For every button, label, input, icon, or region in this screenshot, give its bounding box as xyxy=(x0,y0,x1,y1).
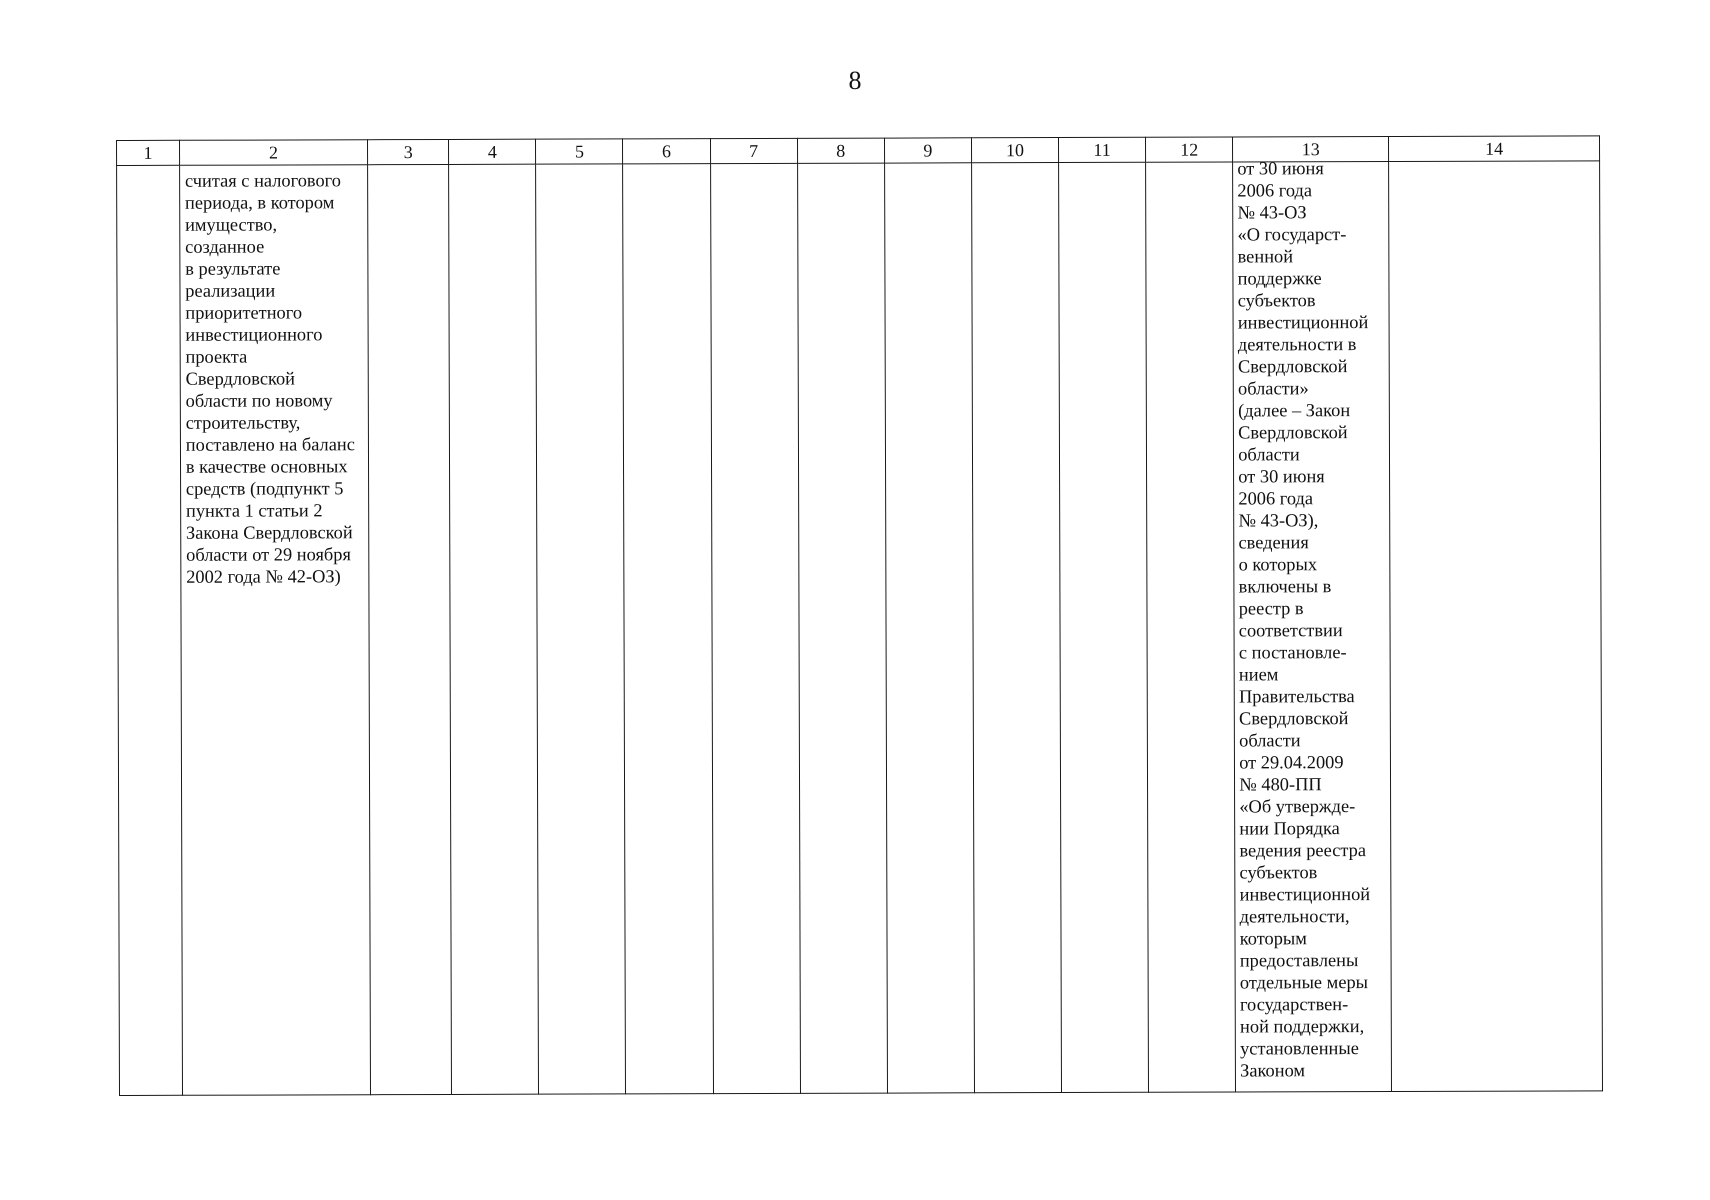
column-header-7: 7 xyxy=(710,138,797,163)
cell-text-col-5 xyxy=(536,164,622,168)
table-container xyxy=(116,135,1603,1096)
column-header-14: 14 xyxy=(1389,136,1600,162)
cell-col-10 xyxy=(971,163,1061,1093)
column-header-10: 10 xyxy=(971,138,1058,163)
cell-text-col-2: считая с налогового периода, в котором имущество, созданное в результате реализации приоритетного инвестиционного проекта Свердловской области по новому строительству, поставлено на баланс в качестве основных средств (подпункт 5 пункта 1 статьи 2 Закона Свердловской области от 29 ноября 2002 года № 42-ОЗ) xyxy=(184,170,355,587)
column-header-6: 6 xyxy=(623,139,710,164)
column-header-8: 8 xyxy=(797,138,884,163)
cell-col-12 xyxy=(1146,162,1236,1092)
column-header-2: 2 xyxy=(179,140,367,166)
column-header-12: 12 xyxy=(1146,137,1233,162)
cell-text-col-7 xyxy=(711,164,797,168)
column-header-1: 1 xyxy=(117,140,180,165)
cell-text-col-6 xyxy=(624,164,710,168)
cell-col-7 xyxy=(710,163,800,1093)
cell-col-1 xyxy=(117,165,183,1095)
cell-col-11 xyxy=(1059,162,1149,1092)
cell-col-9 xyxy=(884,163,974,1093)
cell-col-4 xyxy=(449,164,539,1094)
column-header-4: 4 xyxy=(449,139,536,164)
cell-text-col-9 xyxy=(885,163,971,167)
cell-col-14 xyxy=(1389,161,1603,1092)
cell-text-col-10 xyxy=(972,163,1058,167)
cell-text-col-3 xyxy=(368,165,448,169)
column-header-5: 5 xyxy=(536,139,623,164)
column-header-13: 13 xyxy=(1233,137,1389,162)
cell-text-col-8 xyxy=(798,164,884,168)
document-table xyxy=(116,135,1603,1096)
cell-text-col-13: от 30 июня 2006 года № 43-ОЗ «О государст- венной поддержке субъектов инвестиционной деятельности в Свердловской области» (далее – Закон Свердловской области от 30 июня 2006 года № 43-ОЗ), сведения о которых включены в реестр в соответствии с постановле- нием Правительства Свердловской области от 29.04.2009 № 480-ПП «Об утвержде- нии Порядка ведения реестра субъектов инвестиционной деятельности, которым предоставлены отдельные меры государствен- ной поддержки, установленные Законом xyxy=(1237,158,1371,1081)
table-row xyxy=(117,161,1603,1096)
cell-col-5 xyxy=(536,164,626,1094)
cell-col-8 xyxy=(797,163,887,1093)
cell-text-col-12 xyxy=(1146,162,1232,166)
cell-col-2 xyxy=(179,165,370,1096)
column-header-9: 9 xyxy=(884,138,971,163)
cell-text-col-11 xyxy=(1059,163,1145,167)
cell-text-col-1 xyxy=(117,166,179,170)
page-number: 8 xyxy=(848,66,862,95)
cell-col-13 xyxy=(1233,158,1392,1092)
column-header-11: 11 xyxy=(1058,137,1145,162)
column-header-3: 3 xyxy=(368,139,449,164)
cell-col-6 xyxy=(623,164,713,1094)
cell-text-col-14 xyxy=(1389,161,1599,166)
cell-col-3 xyxy=(368,164,452,1094)
cell-text-col-4 xyxy=(449,165,535,169)
